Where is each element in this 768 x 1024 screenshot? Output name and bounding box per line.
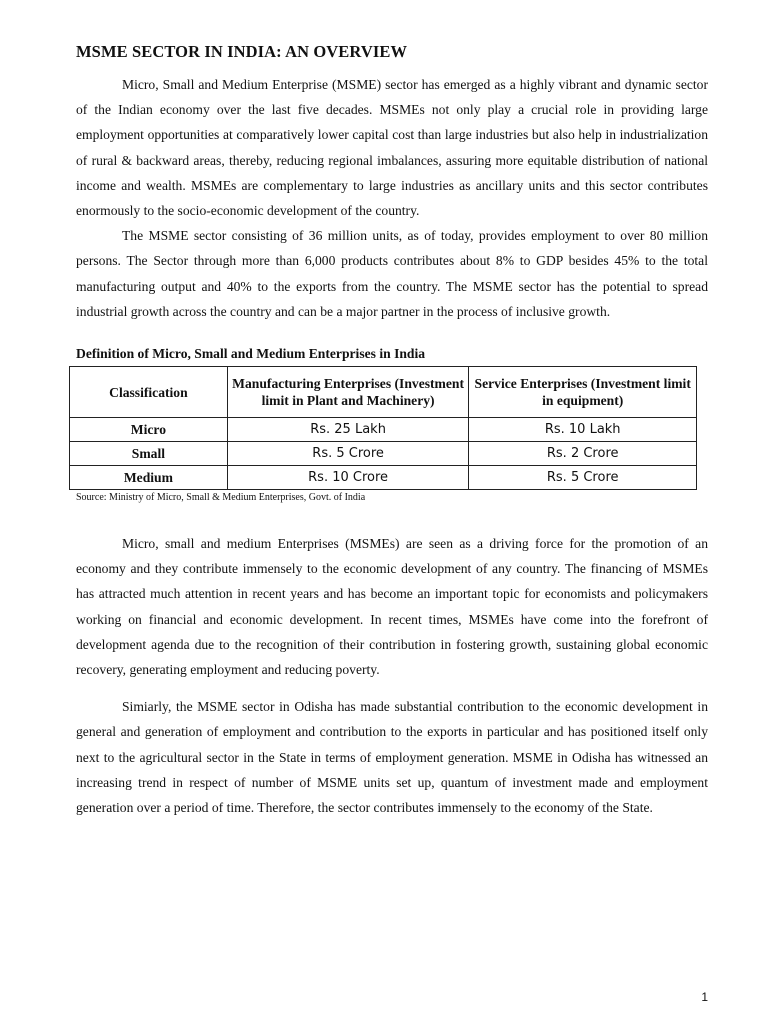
- body-paragraph-1: Micro, small and medium Enterprises (MSMEs) are seen as a driving force for the promotion of an economy and they contribute immensely to the economic development of any country. The financing of MSMEs has attracted much attention in recent years and has become an important topic for economists and policymakers working on financial and economic development. In recent times, MSMEs have come into the forefront of development agenda due to the recognition of their contribution in fostering growth, sustaining global economic recovery, generating employment and reducing poverty.: [76, 536, 708, 678]
- spacer: [76, 504, 708, 531]
- row-manufacturing-limit: Rs. 10 Crore: [227, 466, 469, 490]
- spacer: [76, 682, 708, 694]
- header-manufacturing: Manufacturing Enterprises (Investment limit in Plant and Machinery): [227, 367, 469, 418]
- row-service-limit: Rs. 5 Crore: [469, 466, 697, 490]
- row-classification: Micro: [70, 418, 228, 442]
- body-paragraph-2: Simiarly, the MSME sector in Odisha has made substantial contribution to the economic development in general and generation of employment and contribution to the exports in particular and has positioned itself only next to the agricultural sector in the State in terms of employment generation. MSME in Odisha has witnessed an increasing trend in respect of number of MSME units set up, quantum of investment made and employment generation over a period of time. Therefore, the sector contributes immensely to the economy of the State.: [76, 699, 708, 816]
- table-row: [70, 418, 697, 442]
- document-page: [76, 42, 708, 820]
- msme-definition-table: [69, 366, 697, 490]
- page-title: MSME SECTOR IN INDIA: AN OVERVIEW: [76, 42, 408, 61]
- table-source-note: Source: Ministry of Micro, Small & Medium Enterprises, Govt. of India: [76, 492, 366, 504]
- row-classification: Small: [70, 442, 228, 466]
- table-caption: Definition of Micro, Small and Medium Enterprises in India: [76, 346, 426, 362]
- header-service: Service Enterprises (Investment limit in equipment): [469, 367, 697, 418]
- intro-paragraph-1: Micro, Small and Medium Enterprise (MSME) sector has emerged as a highly vibrant and dynamic sector of the Indian economy over the last five decades. MSMEs not only play a crucial role in providing large employment opportunities at comparatively lower capital cost than large industries but also help in industrialization of rural & backward areas, thereby, reducing regional imbalances, assuring more equitable distribution of national income and wealth. MSMEs are complementary to large industries as ancillary units and this sector contributes enormously to the socio-economic development of the country.: [76, 77, 708, 219]
- row-service-limit: Rs. 10 Lakh: [469, 418, 697, 442]
- table-row: [70, 466, 697, 490]
- intro-paragraph-2: The MSME sector consisting of 36 million units, as of today, provides employment to over 80 million persons. The Sector through more than 6,000 products contributes about 8% to GDP besides 45% to the total manufacturing output and 40% to the exports from the country. The MSME sector has the potential to spread industrial growth across the country and can be a major partner in the process of inclusive growth.: [76, 228, 708, 319]
- row-classification: Medium: [70, 466, 228, 490]
- page-number: 1: [701, 990, 708, 1004]
- header-classification: Classification: [70, 367, 228, 418]
- table-header-row: [70, 367, 697, 418]
- row-manufacturing-limit: Rs. 25 Lakh: [227, 418, 469, 442]
- row-service-limit: Rs. 2 Crore: [469, 442, 697, 466]
- table-row: [70, 442, 697, 466]
- row-manufacturing-limit: Rs. 5 Crore: [227, 442, 469, 466]
